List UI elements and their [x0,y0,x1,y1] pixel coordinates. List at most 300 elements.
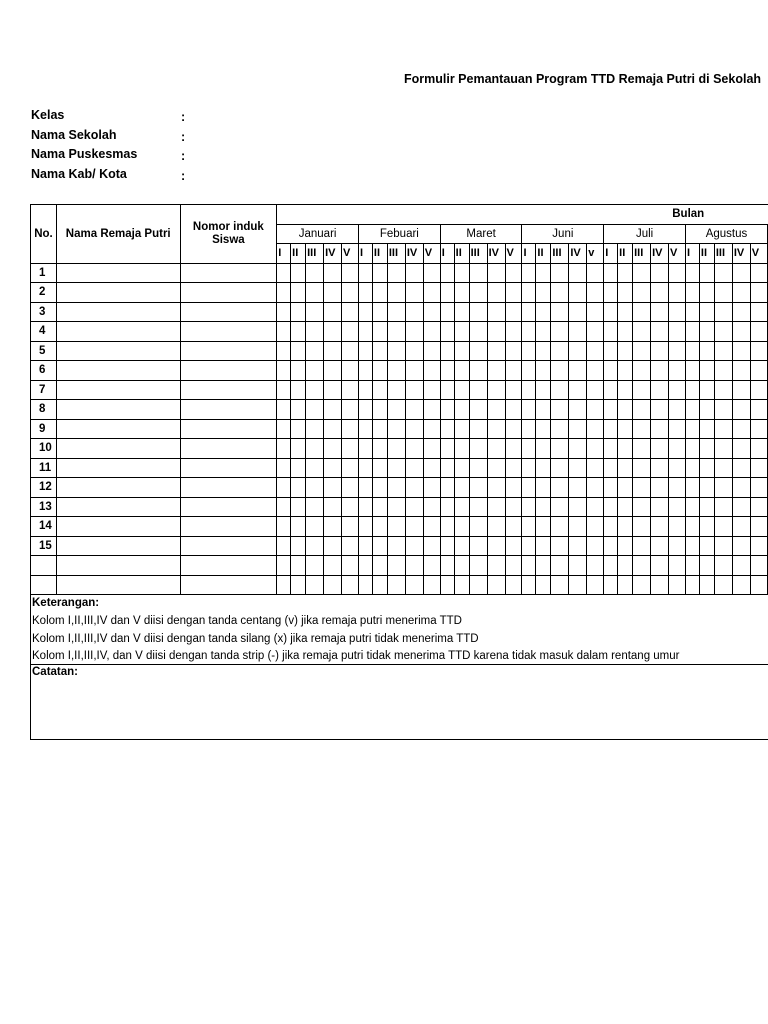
check-cell[interactable] [487,458,505,478]
check-cell[interactable] [324,322,342,342]
check-cell[interactable] [714,439,732,459]
check-cell[interactable] [633,439,651,459]
check-cell[interactable] [587,556,604,576]
check-cell[interactable] [469,380,487,400]
check-cell[interactable] [651,283,669,303]
check-cell[interactable] [750,517,767,537]
check-cell[interactable] [372,497,387,517]
check-cell[interactable] [714,458,732,478]
check-cell[interactable] [732,361,750,381]
check-cell[interactable] [505,458,522,478]
check-cell[interactable] [699,341,714,361]
check-cell[interactable] [685,439,699,459]
check-cell[interactable] [651,419,669,439]
check-cell[interactable] [522,302,536,322]
check-cell[interactable] [685,263,699,283]
check-cell[interactable] [651,575,669,595]
check-cell[interactable] [505,419,522,439]
check-cell[interactable] [487,536,505,556]
check-cell[interactable] [536,263,551,283]
check-cell[interactable] [405,439,423,459]
check-cell[interactable] [454,263,469,283]
check-cell[interactable] [604,302,618,322]
check-cell[interactable] [732,419,750,439]
check-cell[interactable] [440,458,454,478]
check-cell[interactable] [569,556,587,576]
check-cell[interactable] [685,283,699,303]
check-cell[interactable] [324,439,342,459]
check-cell[interactable] [618,497,633,517]
check-cell[interactable] [358,380,372,400]
check-cell[interactable] [405,419,423,439]
nis-cell[interactable] [180,458,277,478]
check-cell[interactable] [685,536,699,556]
check-cell[interactable] [291,497,306,517]
check-cell[interactable] [536,478,551,498]
check-cell[interactable] [699,458,714,478]
check-cell[interactable] [423,419,440,439]
check-cell[interactable] [277,263,291,283]
check-cell[interactable] [714,302,732,322]
check-cell[interactable] [685,497,699,517]
name-cell[interactable] [56,478,180,498]
check-cell[interactable] [405,497,423,517]
check-cell[interactable] [324,458,342,478]
name-cell[interactable] [56,283,180,303]
check-cell[interactable] [750,536,767,556]
check-cell[interactable] [569,400,587,420]
check-cell[interactable] [324,478,342,498]
check-cell[interactable] [440,263,454,283]
nis-cell[interactable] [180,341,277,361]
check-cell[interactable] [522,341,536,361]
check-cell[interactable] [732,536,750,556]
check-cell[interactable] [587,536,604,556]
check-cell[interactable] [522,263,536,283]
check-cell[interactable] [699,439,714,459]
check-cell[interactable] [551,517,569,537]
check-cell[interactable] [714,283,732,303]
check-cell[interactable] [423,283,440,303]
check-cell[interactable] [633,497,651,517]
check-cell[interactable] [604,419,618,439]
check-cell[interactable] [604,380,618,400]
check-cell[interactable] [277,497,291,517]
check-cell[interactable] [440,419,454,439]
check-cell[interactable] [714,497,732,517]
check-cell[interactable] [522,439,536,459]
check-cell[interactable] [551,361,569,381]
check-cell[interactable] [536,380,551,400]
check-cell[interactable] [536,283,551,303]
check-cell[interactable] [306,400,324,420]
check-cell[interactable] [536,536,551,556]
check-cell[interactable] [387,341,405,361]
check-cell[interactable] [669,419,686,439]
check-cell[interactable] [669,361,686,381]
check-cell[interactable] [699,302,714,322]
check-cell[interactable] [651,400,669,420]
check-cell[interactable] [387,361,405,381]
check-cell[interactable] [342,341,359,361]
check-cell[interactable] [633,322,651,342]
check-cell[interactable] [405,341,423,361]
check-cell[interactable] [551,478,569,498]
check-cell[interactable] [358,302,372,322]
check-cell[interactable] [633,283,651,303]
check-cell[interactable] [306,575,324,595]
check-cell[interactable] [505,556,522,576]
check-cell[interactable] [522,536,536,556]
check-cell[interactable] [587,283,604,303]
check-cell[interactable] [604,458,618,478]
check-cell[interactable] [618,478,633,498]
check-cell[interactable] [291,263,306,283]
check-cell[interactable] [454,536,469,556]
check-cell[interactable] [618,575,633,595]
check-cell[interactable] [405,458,423,478]
check-cell[interactable] [604,497,618,517]
check-cell[interactable] [669,497,686,517]
check-cell[interactable] [651,556,669,576]
check-cell[interactable] [387,497,405,517]
check-cell[interactable] [522,575,536,595]
check-cell[interactable] [358,263,372,283]
check-cell[interactable] [587,458,604,478]
check-cell[interactable] [469,575,487,595]
check-cell[interactable] [469,517,487,537]
check-cell[interactable] [551,458,569,478]
check-cell[interactable] [405,361,423,381]
name-cell[interactable] [56,322,180,342]
check-cell[interactable] [469,361,487,381]
name-cell[interactable] [56,419,180,439]
check-cell[interactable] [699,322,714,342]
check-cell[interactable] [454,322,469,342]
check-cell[interactable] [487,439,505,459]
check-cell[interactable] [469,283,487,303]
check-cell[interactable] [505,517,522,537]
check-cell[interactable] [440,497,454,517]
check-cell[interactable] [291,458,306,478]
nis-cell[interactable] [180,517,277,537]
check-cell[interactable] [291,439,306,459]
check-cell[interactable] [505,478,522,498]
check-cell[interactable] [306,380,324,400]
check-cell[interactable] [633,341,651,361]
check-cell[interactable] [387,263,405,283]
check-cell[interactable] [618,283,633,303]
check-cell[interactable] [551,302,569,322]
check-cell[interactable] [551,263,569,283]
check-cell[interactable] [604,361,618,381]
nis-cell[interactable] [180,497,277,517]
check-cell[interactable] [487,556,505,576]
check-cell[interactable] [633,556,651,576]
check-cell[interactable] [342,380,359,400]
check-cell[interactable] [699,536,714,556]
check-cell[interactable] [522,361,536,381]
check-cell[interactable] [669,575,686,595]
check-cell[interactable] [669,322,686,342]
check-cell[interactable] [405,263,423,283]
check-cell[interactable] [291,400,306,420]
check-cell[interactable] [277,322,291,342]
check-cell[interactable] [342,322,359,342]
check-cell[interactable] [387,575,405,595]
check-cell[interactable] [750,302,767,322]
check-cell[interactable] [342,478,359,498]
check-cell[interactable] [732,478,750,498]
check-cell[interactable] [569,322,587,342]
check-cell[interactable] [423,380,440,400]
check-cell[interactable] [277,419,291,439]
check-cell[interactable] [732,517,750,537]
check-cell[interactable] [358,322,372,342]
check-cell[interactable] [342,361,359,381]
check-cell[interactable] [651,478,669,498]
check-cell[interactable] [714,341,732,361]
check-cell[interactable] [372,263,387,283]
check-cell[interactable] [685,458,699,478]
check-cell[interactable] [372,341,387,361]
check-cell[interactable] [306,341,324,361]
check-cell[interactable] [505,536,522,556]
check-cell[interactable] [651,263,669,283]
check-cell[interactable] [387,478,405,498]
check-cell[interactable] [454,478,469,498]
check-cell[interactable] [358,283,372,303]
check-cell[interactable] [750,458,767,478]
check-cell[interactable] [618,536,633,556]
check-cell[interactable] [732,497,750,517]
name-cell[interactable] [56,263,180,283]
check-cell[interactable] [440,322,454,342]
check-cell[interactable] [569,439,587,459]
check-cell[interactable] [423,439,440,459]
check-cell[interactable] [469,536,487,556]
check-cell[interactable] [685,478,699,498]
check-cell[interactable] [423,322,440,342]
check-cell[interactable] [587,575,604,595]
check-cell[interactable] [469,439,487,459]
check-cell[interactable] [291,478,306,498]
check-cell[interactable] [714,322,732,342]
check-cell[interactable] [618,439,633,459]
check-cell[interactable] [551,536,569,556]
check-cell[interactable] [618,361,633,381]
check-cell[interactable] [551,380,569,400]
check-cell[interactable] [440,478,454,498]
check-cell[interactable] [277,361,291,381]
check-cell[interactable] [618,302,633,322]
check-cell[interactable] [387,439,405,459]
check-cell[interactable] [405,478,423,498]
check-cell[interactable] [372,361,387,381]
check-cell[interactable] [387,556,405,576]
check-cell[interactable] [618,517,633,537]
check-cell[interactable] [324,575,342,595]
check-cell[interactable] [342,419,359,439]
check-cell[interactable] [569,302,587,322]
check-cell[interactable] [306,419,324,439]
check-cell[interactable] [536,439,551,459]
check-cell[interactable] [699,263,714,283]
check-cell[interactable] [750,380,767,400]
nis-cell[interactable] [180,263,277,283]
check-cell[interactable] [324,536,342,556]
check-cell[interactable] [669,283,686,303]
check-cell[interactable] [440,380,454,400]
check-cell[interactable] [618,458,633,478]
check-cell[interactable] [714,517,732,537]
check-cell[interactable] [685,556,699,576]
check-cell[interactable] [714,575,732,595]
check-cell[interactable] [587,380,604,400]
check-cell[interactable] [454,361,469,381]
check-cell[interactable] [699,575,714,595]
check-cell[interactable] [732,263,750,283]
check-cell[interactable] [651,458,669,478]
check-cell[interactable] [618,400,633,420]
check-cell[interactable] [291,341,306,361]
check-cell[interactable] [522,497,536,517]
check-cell[interactable] [324,497,342,517]
check-cell[interactable] [505,575,522,595]
check-cell[interactable] [372,322,387,342]
check-cell[interactable] [551,283,569,303]
check-cell[interactable] [618,322,633,342]
check-cell[interactable] [387,322,405,342]
check-cell[interactable] [750,263,767,283]
check-cell[interactable] [604,556,618,576]
check-cell[interactable] [618,556,633,576]
check-cell[interactable] [651,361,669,381]
check-cell[interactable] [685,419,699,439]
check-cell[interactable] [454,302,469,322]
check-cell[interactable] [405,302,423,322]
check-cell[interactable] [699,556,714,576]
check-cell[interactable] [536,361,551,381]
check-cell[interactable] [277,556,291,576]
check-cell[interactable] [685,517,699,537]
check-cell[interactable] [569,497,587,517]
check-cell[interactable] [750,556,767,576]
check-cell[interactable] [551,497,569,517]
check-cell[interactable] [487,400,505,420]
check-cell[interactable] [454,283,469,303]
check-cell[interactable] [469,400,487,420]
check-cell[interactable] [487,478,505,498]
check-cell[interactable] [387,536,405,556]
check-cell[interactable] [342,283,359,303]
check-cell[interactable] [604,536,618,556]
check-cell[interactable] [536,517,551,537]
check-cell[interactable] [669,517,686,537]
check-cell[interactable] [358,497,372,517]
check-cell[interactable] [536,419,551,439]
check-cell[interactable] [633,458,651,478]
check-cell[interactable] [714,419,732,439]
check-cell[interactable] [536,302,551,322]
check-cell[interactable] [505,283,522,303]
check-cell[interactable] [291,322,306,342]
check-cell[interactable] [423,341,440,361]
check-cell[interactable] [536,575,551,595]
check-cell[interactable] [536,458,551,478]
check-cell[interactable] [487,380,505,400]
check-cell[interactable] [291,380,306,400]
check-cell[interactable] [551,439,569,459]
check-cell[interactable] [551,322,569,342]
check-cell[interactable] [732,322,750,342]
check-cell[interactable] [306,439,324,459]
check-cell[interactable] [306,458,324,478]
check-cell[interactable] [277,517,291,537]
check-cell[interactable] [750,283,767,303]
check-cell[interactable] [536,556,551,576]
name-cell[interactable] [56,497,180,517]
check-cell[interactable] [324,361,342,381]
check-cell[interactable] [306,263,324,283]
name-cell[interactable] [56,400,180,420]
check-cell[interactable] [469,458,487,478]
check-cell[interactable] [569,361,587,381]
check-cell[interactable] [551,419,569,439]
check-cell[interactable] [372,400,387,420]
nis-cell[interactable] [180,361,277,381]
check-cell[interactable] [423,536,440,556]
check-cell[interactable] [587,439,604,459]
check-cell[interactable] [306,497,324,517]
check-cell[interactable] [469,263,487,283]
check-cell[interactable] [714,380,732,400]
check-cell[interactable] [750,341,767,361]
check-cell[interactable] [536,400,551,420]
check-cell[interactable] [569,478,587,498]
check-cell[interactable] [342,536,359,556]
check-cell[interactable] [342,575,359,595]
check-cell[interactable] [440,400,454,420]
check-cell[interactable] [440,283,454,303]
check-cell[interactable] [714,536,732,556]
check-cell[interactable] [358,341,372,361]
check-cell[interactable] [551,400,569,420]
check-cell[interactable] [387,458,405,478]
check-cell[interactable] [372,478,387,498]
check-cell[interactable] [469,419,487,439]
check-cell[interactable] [685,400,699,420]
check-cell[interactable] [469,302,487,322]
check-cell[interactable] [342,263,359,283]
nis-cell[interactable] [180,400,277,420]
check-cell[interactable] [750,361,767,381]
check-cell[interactable] [587,478,604,498]
check-cell[interactable] [569,380,587,400]
check-cell[interactable] [750,400,767,420]
check-cell[interactable] [587,361,604,381]
check-cell[interactable] [569,283,587,303]
check-cell[interactable] [604,341,618,361]
check-cell[interactable] [505,263,522,283]
name-cell[interactable] [56,302,180,322]
check-cell[interactable] [669,556,686,576]
check-cell[interactable] [699,497,714,517]
check-cell[interactable] [714,400,732,420]
check-cell[interactable] [291,419,306,439]
check-cell[interactable] [669,478,686,498]
check-cell[interactable] [454,419,469,439]
